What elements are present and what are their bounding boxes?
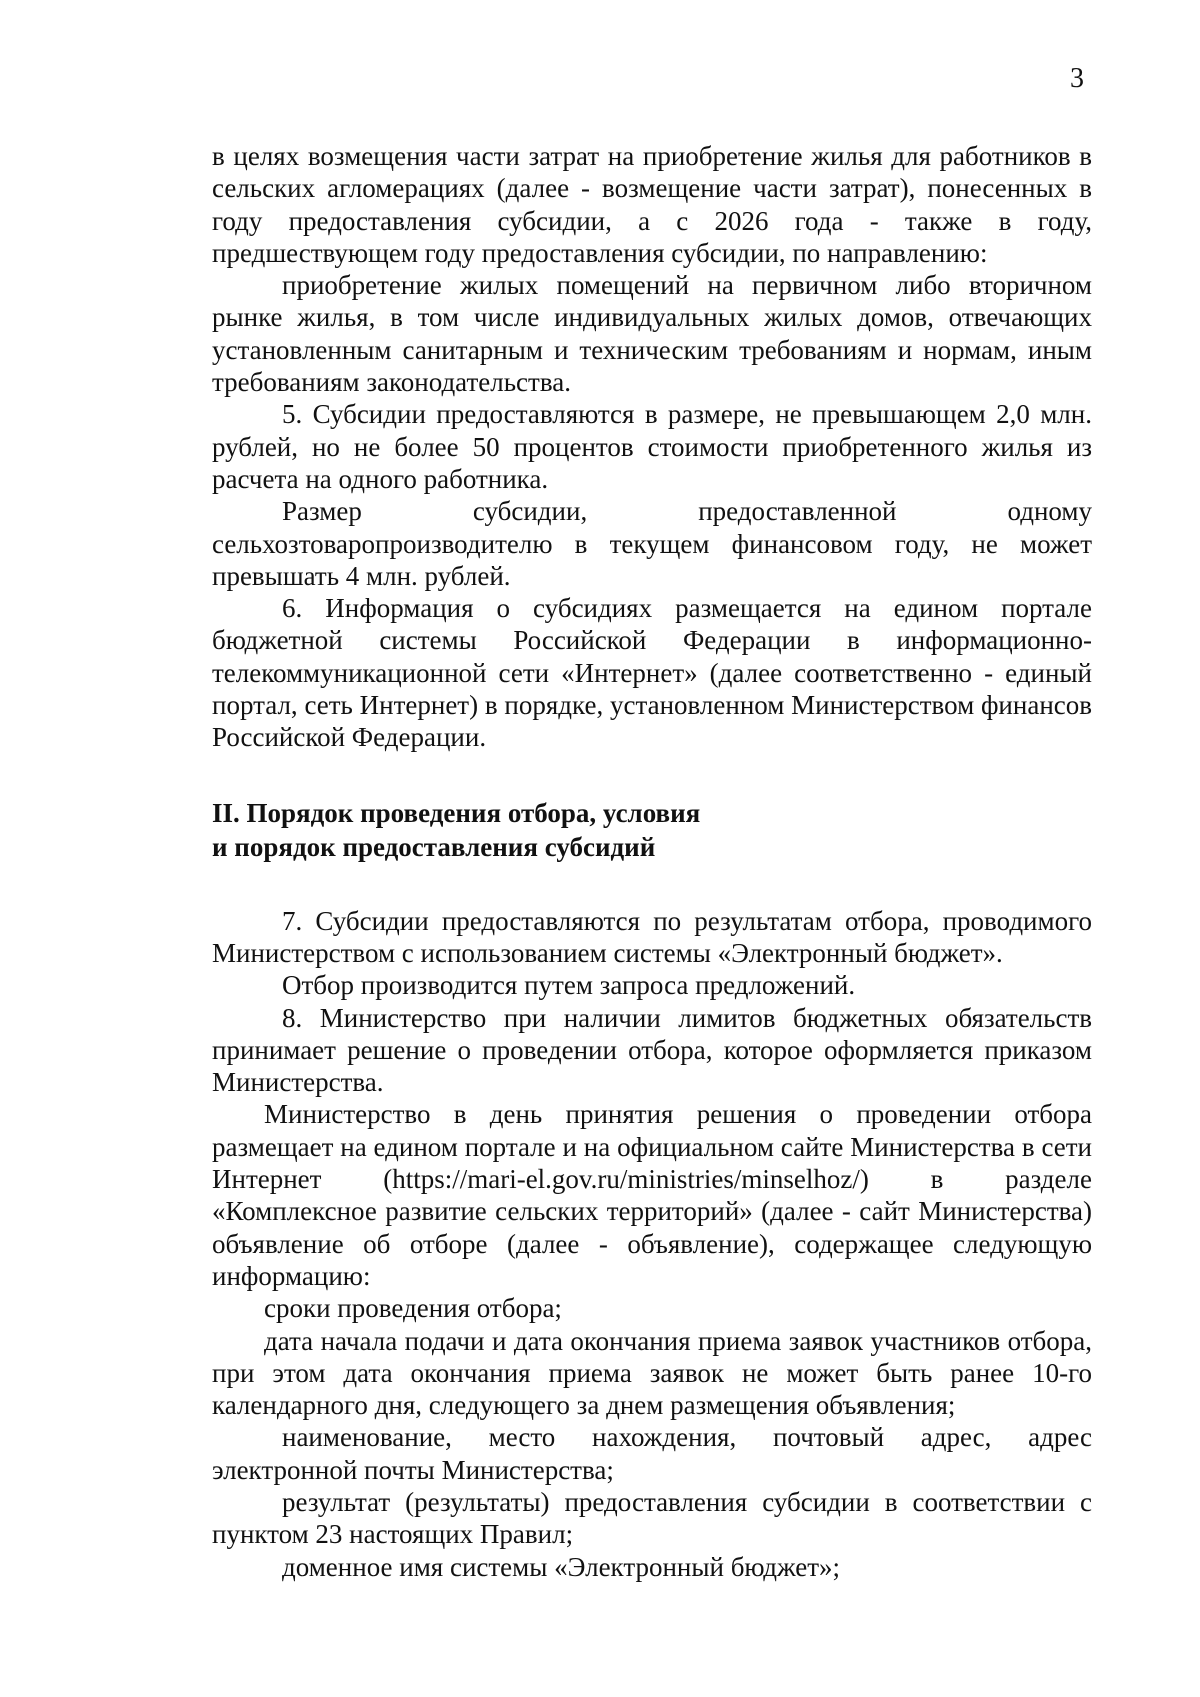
paragraph-item-7: 7. Субсидии предоставляются по результатам отбора, проводимого Министерством с использованием системы «Электронный бюджет». xyxy=(212,905,1092,968)
section-title-line-1: II. Порядок проведения отбора, условия xyxy=(212,797,701,828)
page-number: 3 xyxy=(1070,63,1084,94)
paragraph-subsidy-size-line: Размер субсидии, предоставленной одному xyxy=(282,496,1092,527)
paragraph-announcement: Министерство в день принятия решения о проведении отбора размещает на едином портале и на официальном сайте Министерства в сети Интернет (https://mari-el.gov.ru/ministries/minselhoz/) в разделе «Комплексное развитие сельских территорий» (далее - сайт Министерства) объявление об отборе (далее - объявление), содержащее следующую информацию: xyxy=(212,1099,1092,1291)
document-body xyxy=(212,140,1092,1583)
paragraph-subsidy-size-cont: сельхозтоваропроизводителю в текущем финансовом году, не может превышать 4 млн. рублей. xyxy=(212,528,1092,591)
list-item-application-dates: дата начала подачи и дата окончания приема заявок участников отбора, при этом дата окончания приема заявок не может быть ранее 10-го календарного дня, следующего за днем размещения объявления; xyxy=(212,1325,1092,1421)
paragraph-purpose: в целях возмещения части затрат на приобретение жилья для работников в сельских агломерациях (далее - возмещение части затрат), понесенных в году предоставления субсидии, а с 2026 года - также в году, предшествующем году предоставления субсидии, по направлению: xyxy=(212,141,1092,268)
list-item-ministry-contacts: наименование, место нахождения, почтовый адрес, адрес электронной почты Министерства; xyxy=(212,1422,1092,1485)
section-title-line-2: и порядок предоставления субсидий xyxy=(212,831,656,862)
paragraph-item-8: 8. Министерство при наличии лимитов бюджетных обязательств принимает решение о проведении отбора, которое оформляется приказом Министерства. xyxy=(212,1002,1092,1098)
list-item-domain-name: доменное имя системы «Электронный бюджет»; xyxy=(282,1551,841,1582)
paragraph-direction: приобретение жилых помещений на первичном либо вторичном рынке жилья, в том числе индивидуальных жилых домов, отвечающих установленным санитарным и техническим требованиям и нормам, иным требованиям законодательства. xyxy=(212,270,1092,398)
paragraph-item-6: 6. Информация о субсидиях размещается на едином портале бюджетной системы Российской Федерации в информационно-телекоммуникационной сети «Интернет» (далее соответственно - единый портал, сеть Интернет) в порядке, установленном Министерством финансов Российской Федерации. xyxy=(212,593,1092,753)
paragraph-selection-method: Отбор производится путем запроса предложений. xyxy=(282,970,856,1001)
list-item-subsidy-results: результат (результаты) предоставления субсидии в соответствии с пунктом 23 настоящих Правил; xyxy=(212,1486,1092,1550)
paragraph-item-5: 5. Субсидии предоставляются в размере, не превышающем 2,0 млн. рублей, но не более 50 процентов стоимости приобретенного жилья из расчета на одного работника. xyxy=(212,399,1092,494)
list-item-selection-dates: сроки проведения отбора; xyxy=(264,1293,562,1324)
